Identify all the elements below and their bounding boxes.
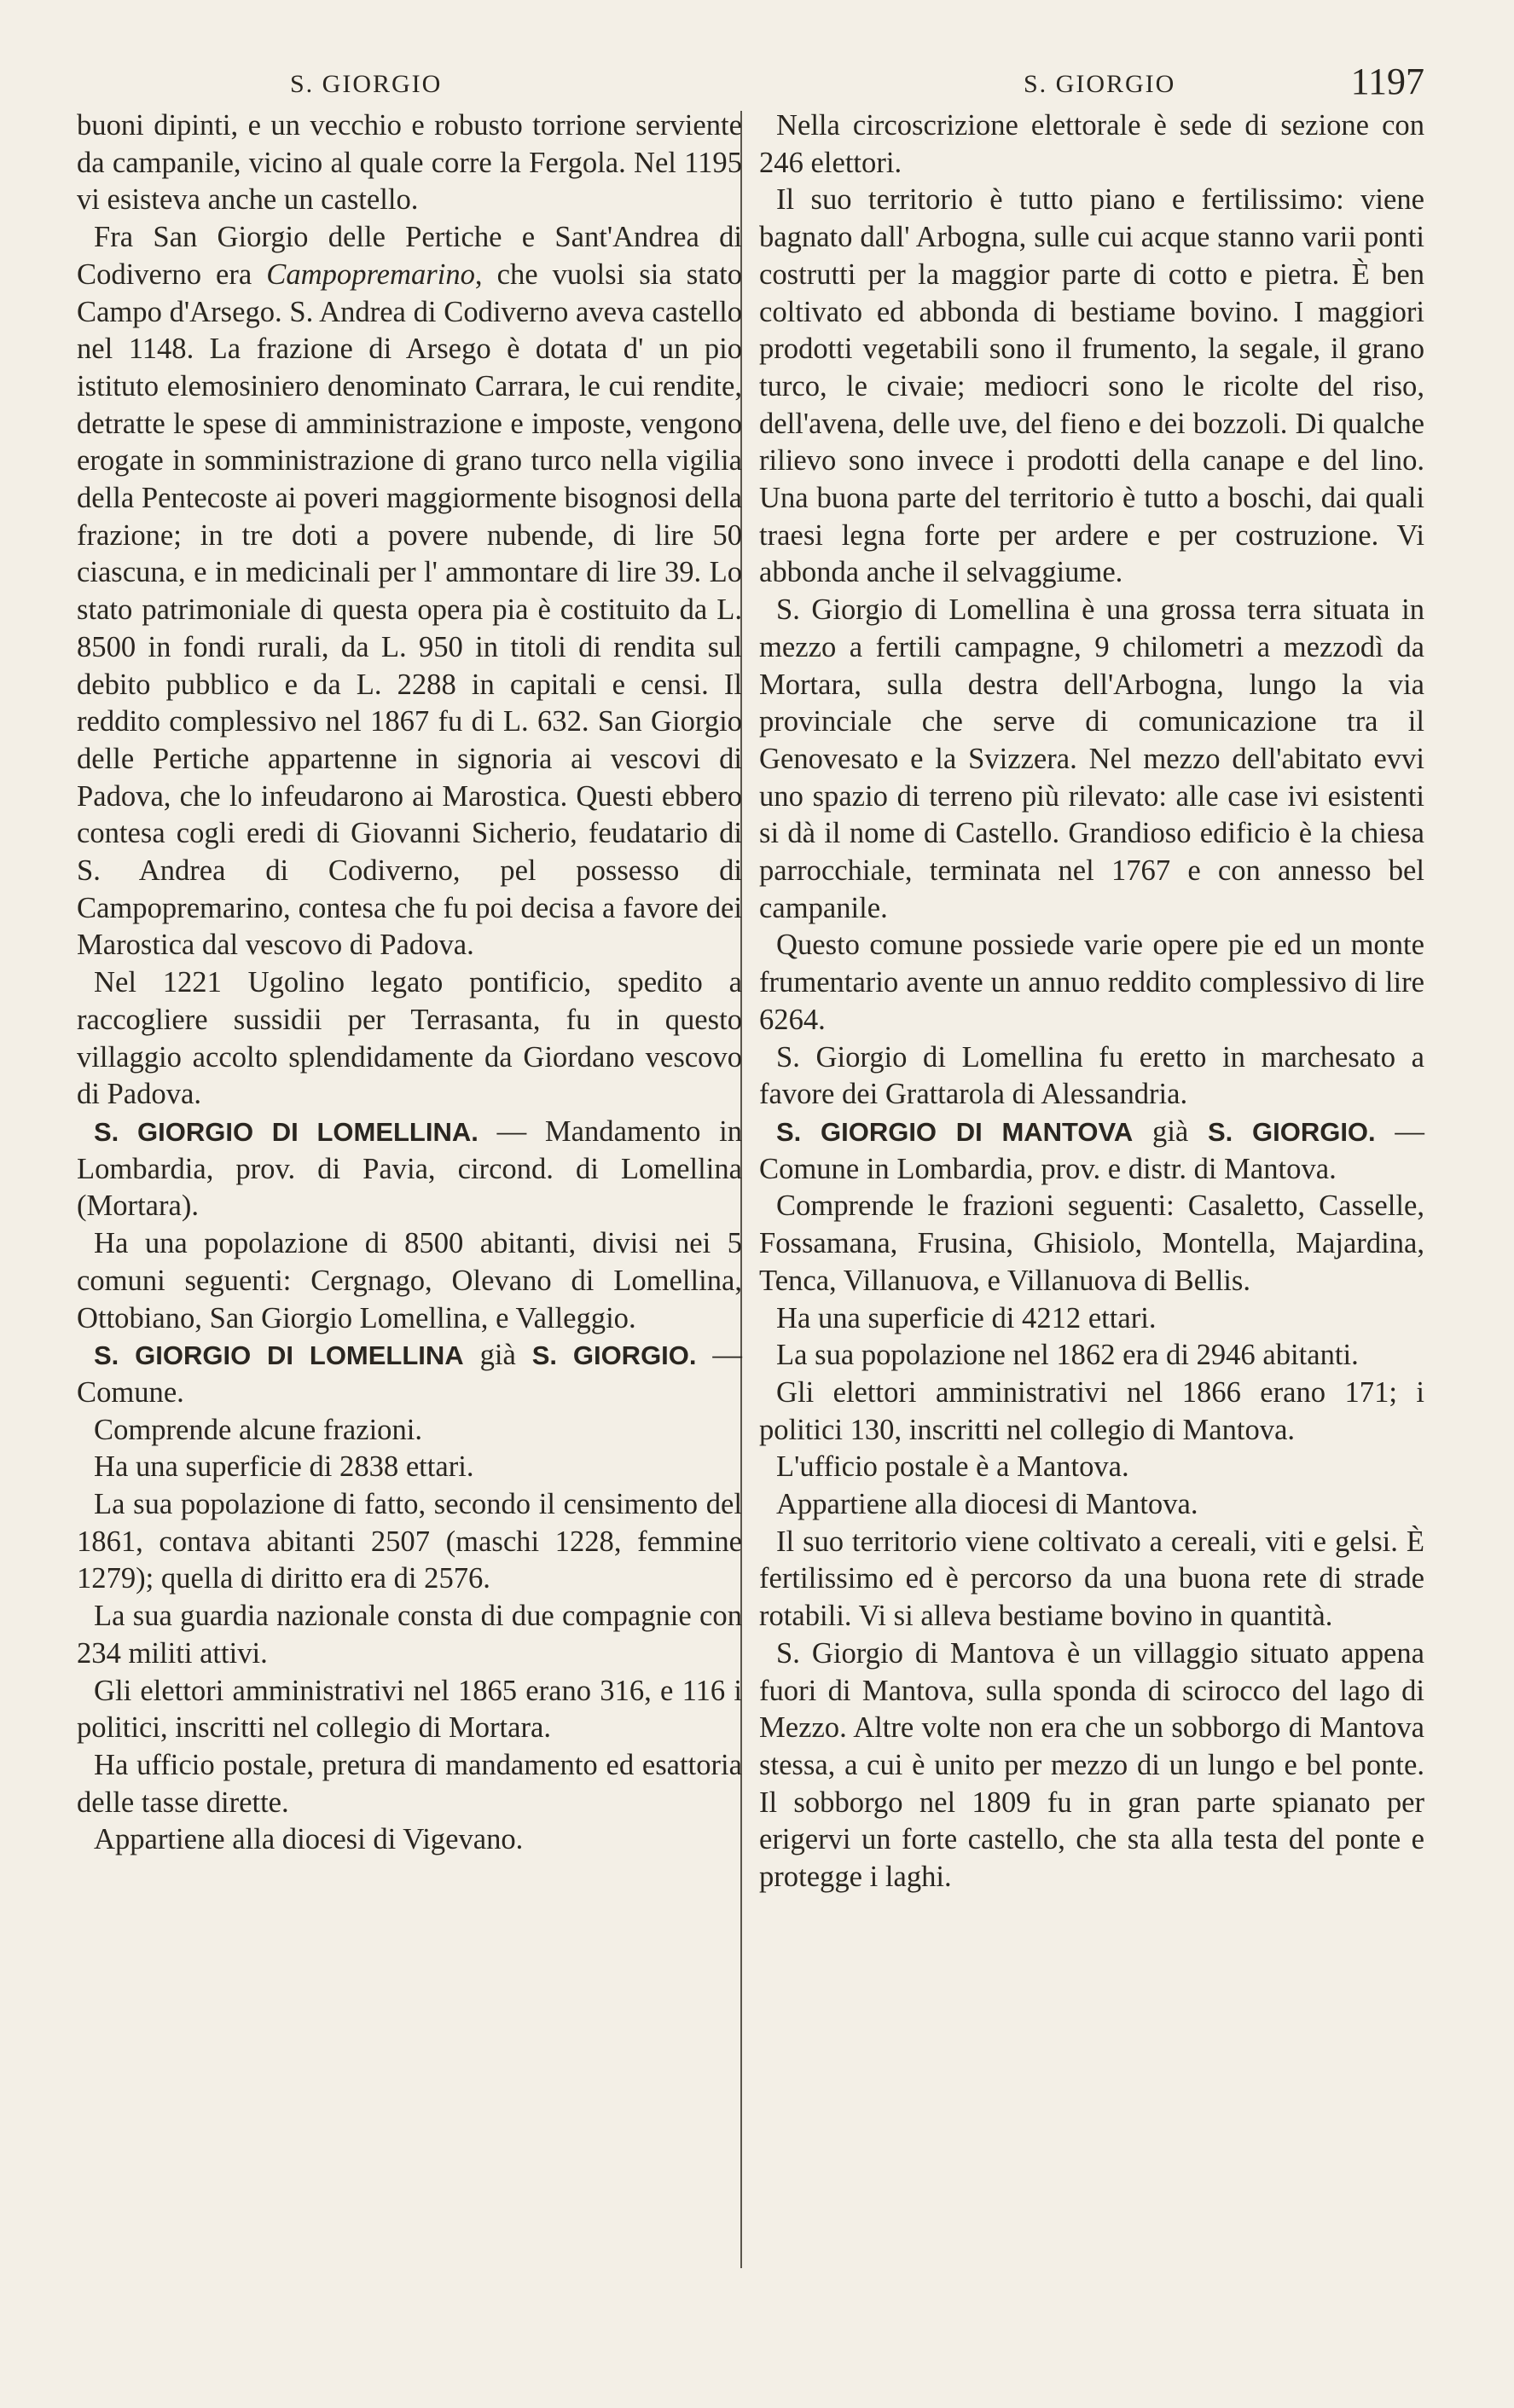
paragraph: Comprende alcune frazioni. [94, 1413, 423, 1446]
paragraph: S. Giorgio di Mantova è un villaggio situato appena fuori di Mantova, sulla sponda di scirocco del lago di Mezzo. Altre volte non era che un sobborgo di Mantova stessa, a cui è unito per mezzo di un lungo e bel ponte. Il sobborgo nel 1809 fu in gran parte spianato per erigervi un forte castello, che sta alla testa del ponte e protegge i laghi. [759, 1636, 1424, 1894]
running-header [85, 60, 1433, 111]
italic-term: Campopremarino [266, 258, 475, 291]
paragraph: Ha una superficie di 2838 ettari. [94, 1450, 474, 1484]
paragraph: Gli elettori amministrativi nel 1866 erano 171; i politici 130, inscritti nel collegio di Mantova. [759, 1375, 1424, 1446]
entry-heading: S. GIORGIO DI LOMELLINA [94, 1340, 464, 1371]
paragraph: buoni dipinti, e un vecchio e robusto torrione serviente da campanile, vicino al quale corre la Fergola. Nel 1195 vi esisteva anche un castello. [77, 109, 742, 217]
paragraph: Il suo territorio viene coltivato a cereali, viti e gelsi. È fertilissimo ed è percorso da una buona rete di strade rotabili. Vi si alleva bestiame bovino in quantità. [759, 1525, 1424, 1633]
paragraph: Comprende le frazioni seguenti: Casaletto, Casselle, Fossamana, Frusina, Ghisiolo, Montella, Majardina, Tenca, Villanuova, e Villanuova di Bellis. [759, 1190, 1424, 1297]
left-column [77, 107, 742, 1859]
paragraph: Nella circoscrizione elettorale è sede di sezione con 246 elettori. [759, 109, 1424, 179]
right-column [759, 107, 1424, 1896]
paragraph: Appartiene alla diocesi di Vigevano. [94, 1823, 524, 1856]
paragraph: S. Giorgio di Lomellina è una grossa terra situata in mezzo a fertili campagne, 9 chilometri a mezzodì da Mortara, sulla destra dell'Arbogna, lungo la via provinciale che serve di comunicazione tra il Genovesato e la Svizzera. Nel mezzo dell'abitato evvi uno spazio di terreno più rilevato: alle case ivi esistenti si dà il nome di Castello. Grandioso edificio è la chiesa parrocchiale, terminata nel 1767 e con annesso bel campanile. [759, 593, 1424, 924]
entry-paragraph [77, 1114, 742, 1225]
paragraph: Questo comune possiede varie opere pie ed un monte frumentario avente un annuo reddito complessivo di lire 6264. [759, 929, 1424, 1036]
page-number: 1197 [1350, 61, 1424, 102]
header-left-title: S. GIORGIO [290, 70, 443, 98]
entry-paragraph [759, 1114, 1424, 1188]
paragraph: Nel 1221 Ugolino legato pontificio, spedito a raccogliere sussidii per Terrasanta, fu in questo villaggio accolto splendidamente da Giordano vescovo di Padova. [77, 966, 742, 1111]
entry-paragraph [77, 1337, 742, 1411]
paragraph: La sua guardia nazionale consta di due compagnie con 234 militi attivi. [77, 1600, 742, 1670]
text-run: — Comune. [77, 1339, 742, 1409]
header-right-title: S. GIORGIO [1024, 70, 1176, 98]
text-run: , che vuolsi sia stato Campo d'Arsego. S. Andrea di Codiverno aveva castello nel 1148. La frazione di Arsego è dotata d' un pio istituto elemosiniero denominato Carrara, le cui rendite, detratte le spese di amministrazione e imposte, vengono erogate in somministrazione di grano turco nella vigilia della Pentecoste ai poveri maggiormente bisognosi della frazione; in tre doti a povere nubende, di lire 50 ciascuna, e in medicinali per l' ammontare di lire 39. Lo stato patrimoniale di questa opera pia è costituito da L. 8500 in fondi rurali, da L. 950 in titoli di rendita sul debito pubblico e da L. 2288 in capitali e censi. Il reddito complessivo nel 1867 fu di L. 632. San Giorgio delle Pertiche appartenne in signoria ai vescovi di Padova, che lo infeudarono ai Marostica. Questi ebbero contesa cogli eredi di Giovanni Sicherio, feudatario di S. Andrea di Codiverno, pel possesso di Campopremarino, contesa che fu poi decisa a favore dei Marostica dal vescovo di Padova. [77, 258, 742, 962]
entry-heading-alt: S. GIORGIO. [1208, 1116, 1376, 1147]
paragraph: Gli elettori amministrativi nel 1865 erano 316, e 116 i politici, inscritti nel collegio di Mortara. [77, 1674, 742, 1745]
text-run: — Mandamento in Lombardia, prov. di Pavia, circond. di Lomellina (Mortara). [77, 1114, 742, 1223]
text-run: — Comune in Lombardia, prov. e distr. di Mantova. [759, 1114, 1424, 1185]
entry-heading-alt: S. GIORGIO. [531, 1340, 697, 1371]
text-run: già [463, 1339, 532, 1372]
paragraph: Appartiene alla diocesi di Mantova. [776, 1488, 1198, 1521]
paragraph: Il suo territorio è tutto piano e fertilissimo: viene bagnato dall' Arbogna, sulle cui acque stanno varii ponti costrutti per la maggior parte di cotto e pietra. È ben coltivato ed abbonda di bestiame bovino. I maggiori prodotti vegetabili sono il frumento, la segale, il grano turco, le civaie; mediocri sono le ricolte del riso, dell'avena, delle uve, del fieno e dei bozzoli. Di qualche rilievo sono invece i prodotti della canape e del lino. Una buona parte del territorio è tutto a boschi, dai quali traesi legna forte per ardere e per costruzione. Vi abbonda anche il selvaggiume. [759, 183, 1424, 589]
paragraph: L'ufficio postale è a Mantova. [776, 1450, 1129, 1484]
entry-heading: S. GIORGIO DI LOMELLINA. [94, 1116, 479, 1147]
paragraph: Ha una superficie di 4212 ettari. [776, 1301, 1157, 1334]
paragraph: S. Giorgio di Lomellina fu eretto in marchesato a favore dei Grattarola di Alessandria. [759, 1040, 1424, 1111]
paragraph: Ha ufficio postale, pretura di mandamento ed esattoria delle tasse dirette. [77, 1748, 742, 1819]
text-run: Fra San Giorgio delle Pertiche e Sant'Andrea di Codiverno era [77, 221, 742, 291]
paragraph: Ha una popolazione di 8500 abitanti, divisi nei 5 comuni seguenti: Cergnago, Olevano di Lomellina, Ottobiano, San Giorgio Lomellina, e Valleggio. [77, 1227, 742, 1334]
paragraph: La sua popolazione nel 1862 era di 2946 abitanti. [776, 1339, 1359, 1372]
paragraph: La sua popolazione di fatto, secondo il censimento del 1861, contava abitanti 2507 (maschi 1228, femmine 1279); quella di diritto era di 2576. [77, 1488, 742, 1595]
paragraph [77, 219, 742, 964]
entry-heading: S. GIORGIO DI MANTOVA [776, 1116, 1134, 1147]
text-run: già [1133, 1114, 1208, 1148]
